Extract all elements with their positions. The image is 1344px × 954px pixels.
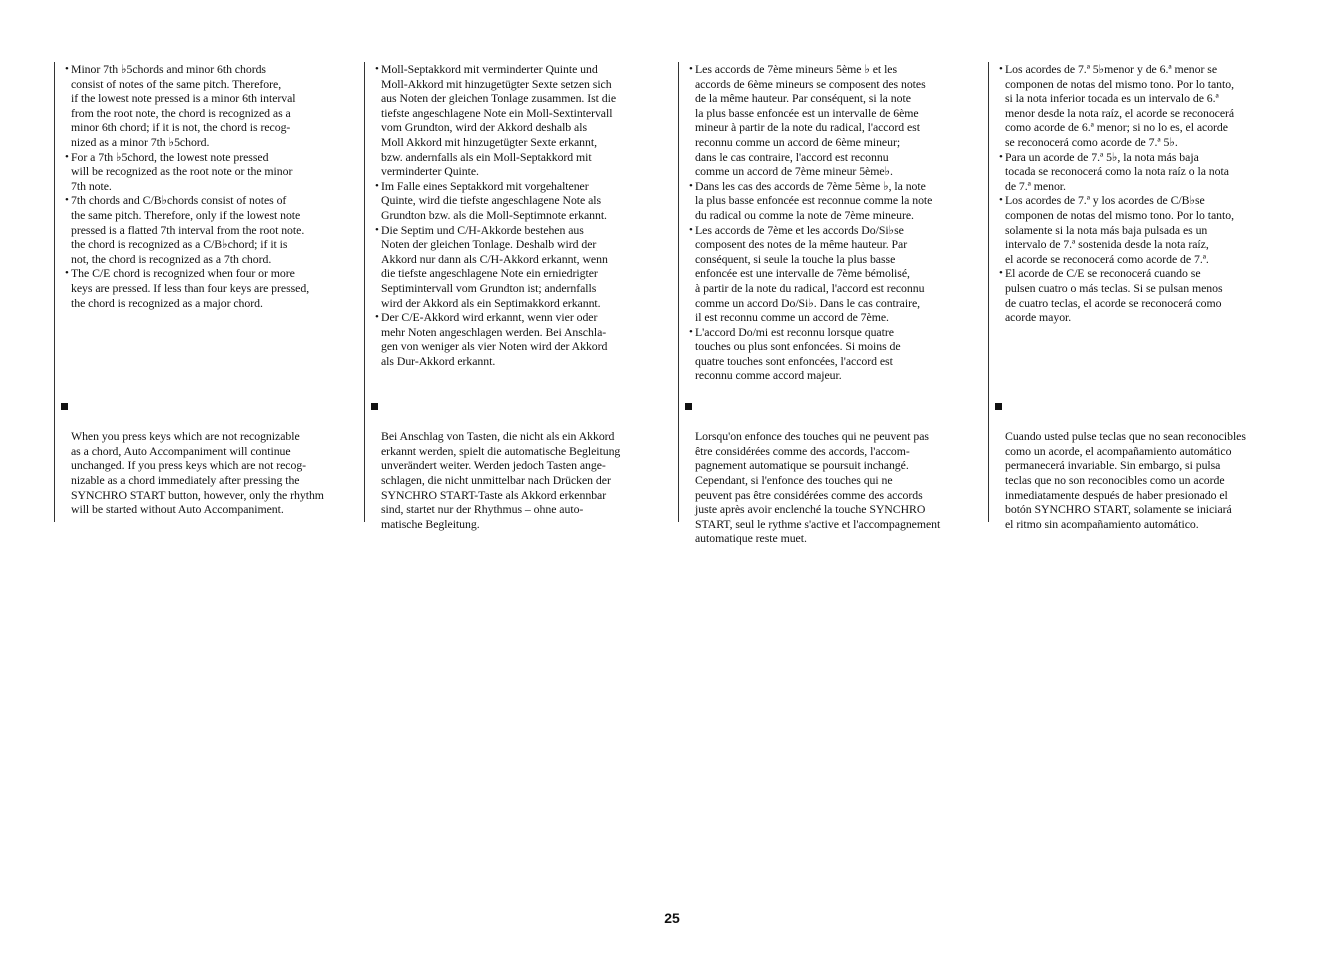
list-item: • El acorde de C/E se reconocerá cuando se pulsen cuatro o más teclas. Si se pulsan menos de cuatro teclas, el acorde se reconocerá como acorde mayor.: [989, 266, 1290, 324]
square-bullet-icon: [61, 403, 68, 410]
chord-notes-list: [55, 62, 360, 310]
note-text: When you press keys which are not recognizable as a chord, Auto Accompaniment will continue unchanged. If you press keys which are not recog- nizable as a chord immediately after pressing the SYNCHRO START button, however, only the rhythm will be started without Auto Accompaniment.: [71, 429, 324, 517]
column-spanish: [988, 62, 1296, 531]
chord-notes-list: [679, 62, 982, 383]
chord-notes-list: [989, 62, 1290, 325]
list-item: • The C/E chord is recognized when four or more keys are pressed. If less than four keys are pressed, the chord is recognized as a major chord.: [55, 266, 360, 310]
list-item: • For a 7th ♭5chord, the lowest note pressed will be recognized as the root note or the minor 7th note.: [55, 150, 360, 194]
list-item: • Moll-Septakkord mit verminderter Quinte und Moll-Akkord mit hinzugetügter Sexte setzen sich aus Noten der gleichen Tonlage zusammen. Ist die tiefste angeschlagene Note ein Moll-Sextintervall vom Grundton, wird der Akkord deshalb als Moll Akkord mit hinzugetügter Sexte erkannt, bzw. andernfalls als ein Moll-Septakkord mit verminderter Quinte.: [365, 62, 674, 179]
note-block: [365, 400, 674, 531]
chord-notes-list: [365, 62, 674, 368]
note-text: Cuando usted pulse teclas que no sean reconocibles como un acorde, el acompañamiento automático permanecerá invariable. Sin embargo, si pulsa teclas que no son reconocibles como un acorde inmediatamente después de haber presionado el botón SYNCHRO START, solamente se iniciará el ritmo sin acompañamiento automático.: [1005, 429, 1246, 531]
column-french: [678, 62, 988, 546]
list-item: • Para un acorde de 7.ª 5♭, la nota más baja tocada se reconocerá como la nota raíz o la nota de 7.ª menor.: [989, 150, 1290, 194]
list-item: • Les accords de 7ème et les accords Do/Si♭se composent des notes de la même hauteur. Par conséquent, si seule la touche la plus basse enfoncée est une intervalle de 7ème bémolisé, à partir de la note du radical, l'accord est reconnu comme un accord Do/Si♭. Dans le cas contraire, il est reconnu comme un accord de 7ème.: [679, 223, 982, 325]
list-item: • Der C/E-Akkord wird erkannt, wenn vier oder mehr Noten angeschlagen werden. Bei Anschla- gen von weniger als vier Noten wird der Akkord als Dur-Akkord erkannt.: [365, 310, 674, 368]
column-english: [54, 62, 366, 522]
note-text: Bei Anschlag von Tasten, die nicht als ein Akkord erkannt werden, spielt die automatische Begleitung unverändert weiter. Werden jedoch Tasten ange- schlagen, die nicht unmittelbar nach Drücken der SYNCHRO START-Taste als Akkord erkennbar sind, startet nur der Rhythmus – ohne auto- matische Begleitung.: [381, 429, 621, 531]
note-block: [989, 400, 1290, 531]
square-bullet-icon: [371, 403, 378, 410]
list-item: • Los acordes de 7.ª 5♭menor y de 6.ª menor se componen de notas del mismo tono. Por lo tanto, si la nota inferior tocada es un intervalo de 6.ª menor desde la nota raíz, el acorde se reconocerá como acorde de 6.ª menor; si no lo es, el acorde se reconocerá como acorde de 7.ª 5♭.: [989, 62, 1290, 150]
list-item: • L'accord Do/mi est reconnu lorsque quatre touches ou plus sont enfoncées. Si moins de quatre touches sont enfoncées, l'accord est reconnu comme accord majeur.: [679, 325, 982, 383]
list-item: • 7th chords and C/B♭chords consist of notes of the same pitch. Therefore, only if the lowest note pressed is a flatted 7th interval from the root note. the chord is recognized as a C/B♭chord; if it is not, the chord is recognized as a 7th chord.: [55, 193, 360, 266]
list-item: • Dans les cas des accords de 7ème 5ème ♭, la note la plus basse enfoncée est reconnue comme la note du radical ou comme la note de 7ème mineure.: [679, 179, 982, 223]
square-bullet-icon: [995, 403, 1002, 410]
column-german: [364, 62, 680, 531]
list-item: • Im Falle eines Septakkord mit vorgehaltener Quinte, wird die tiefste angeschlagene Note als Grundton bzw. als die Moll-Septimnote erkannt.: [365, 179, 674, 223]
square-bullet-icon: [685, 403, 692, 410]
page-number: 25: [664, 910, 680, 926]
note-block: [679, 400, 982, 546]
list-item: • Die Septim und C/H-Akkorde bestehen aus Noten der gleichen Tonlage. Deshalb wird der Akkord nur dann als C/H-Akkord erkannt, wenn die tiefste angeschlagene Note ein erniedrigter Septimintervall vom Grundton ist; andernfalls wird der Akkord als ein Septimakkord erkannt.: [365, 223, 674, 311]
list-item: • Les accords de 7ème mineurs 5ème ♭ et les accords de 6ème mineurs se composent des notes de la même hauteur. Par conséquent, si la note la plus basse enfoncée est un intervalle de 6ème mineur à partir de la note du radical, l'accord est reconnu comme un accord de 6ème mineur; dans le cas contraire, l'accord est reconnu comme un accord de 7ème mineur 5ème♭.: [679, 62, 982, 179]
note-block: [55, 400, 360, 517]
list-item: • Minor 7th ♭5chords and minor 6th chords consist of notes of the same pitch. Therefore, if the lowest note pressed is a minor 6th interval from the root note, the chord is recognized as a minor 6th chord; if it is not, the chord is recog- nized as a minor 7th ♭5chord.: [55, 62, 360, 150]
note-text: Lorsqu'on enfonce des touches qui ne peuvent pas être considérées comme des accords, l'accom- pagnement automatique se poursuit inchangé. Cependant, si l'enfonce des touches qui ne peuvent pas être considérées comme des accords juste après avoir enclenché la touche SYNCHRO START, seul le rythme s'active et l'accompagnement automatique reste muet.: [695, 429, 941, 546]
list-item: • Los acordes de 7.ª y los acordes de C/B♭se componen de notas del mismo tono. Por lo tanto, solamente si la nota más baja pulsada es un intervalo de 7.ª sostenida desde la nota raíz, el acorde se reconocerá como acorde de 7.ª.: [989, 193, 1290, 266]
